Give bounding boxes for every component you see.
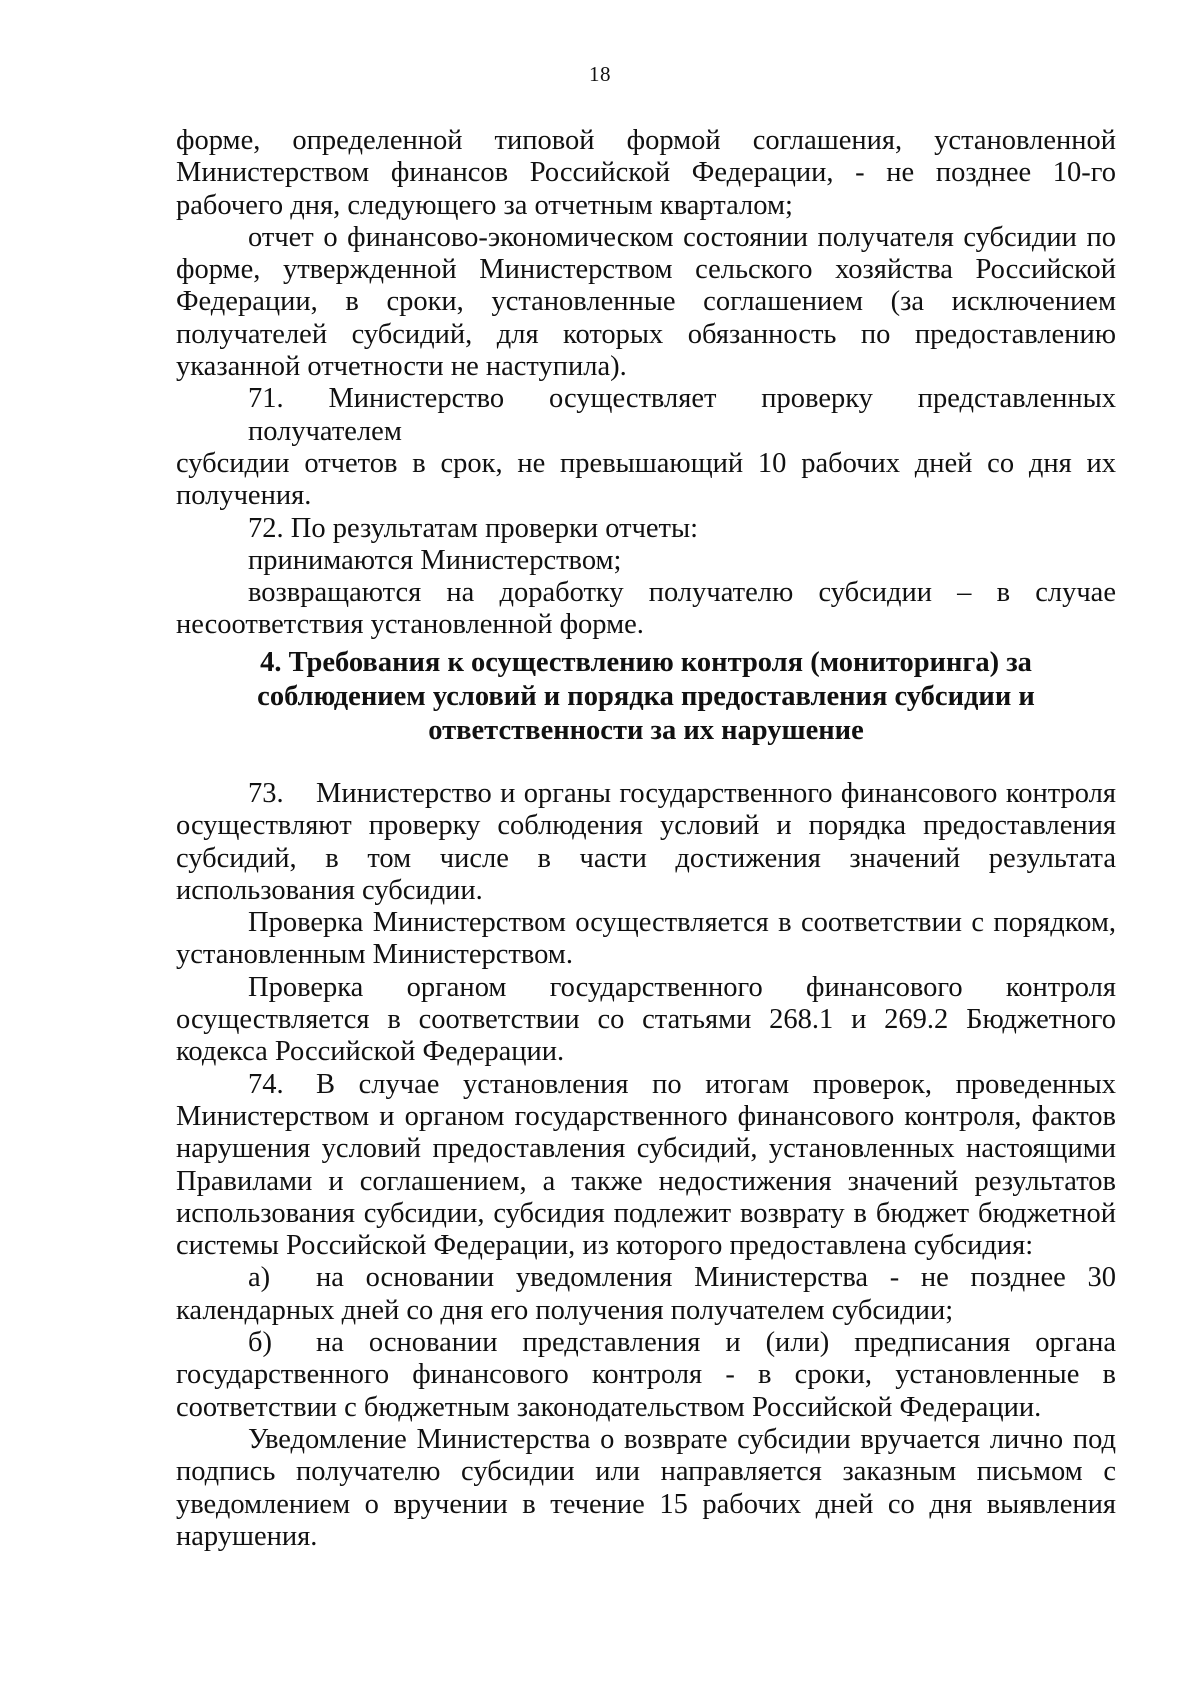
text-line: получения. [176, 480, 312, 512]
heading-line: ответственности за их нарушение [428, 715, 864, 746]
text-line: Уведомление Министерства о возврате субсидии вручается лично под [248, 1423, 1116, 1455]
paragraph-number: 73. [248, 778, 284, 809]
document-body-top [176, 125, 1116, 642]
paragraph-number: 74. [248, 1068, 284, 1100]
text-fragment: на основании уведомления Министерства - не позднее 30 [316, 1262, 1116, 1294]
text-line: календарных дней со дня его получения получателем субсидии; [176, 1294, 954, 1326]
list-marker: б) [248, 1327, 272, 1359]
text-line: отчет о финансово-экономическом состоянии получателя субсидии по [248, 221, 1116, 253]
text-line: осуществляется в соответствии со статьями 268.1 и 269.2 Бюджетного [176, 1004, 1116, 1036]
text-line: осуществляют проверку соблюдения условий и порядка предоставления [176, 810, 1116, 842]
text-fragment: В случае установления по итогам проверок, проведенных [316, 1068, 1116, 1100]
text-line: кодекса Российской Федерации. [176, 1036, 565, 1068]
text-line: принимаются Министерством; [248, 544, 622, 576]
text-line: государственного финансового контроля - в сроки, установленные в [176, 1359, 1116, 1391]
document-body-bottom [176, 778, 1116, 1553]
page-number: 18 [589, 62, 611, 86]
paragraph-73 [176, 778, 1116, 907]
text-line [176, 1327, 1116, 1359]
text-line: указанной отчетности не наступила). [176, 351, 627, 383]
text-line: субсидии отчетов в срок, не превышающий 10 рабочих дней со дня их [176, 447, 1116, 479]
text-line: 72. По результатам проверки отчеты: [248, 512, 699, 544]
text-line: субсидий, в том числе в части достижения значений результата [176, 842, 1116, 874]
text-line: форме, определенной типовой формой соглашения, установленной [176, 125, 1116, 156]
text-line: установленным Министерством. [176, 939, 573, 971]
text-line: Министерством и органом государственного финансового контроля, фактов [176, 1100, 1116, 1132]
text-line: получателей субсидий, для которых обязанность по предоставлению [176, 318, 1116, 350]
text-line: нарушения. [176, 1520, 318, 1552]
paragraph-72-returned [176, 577, 1116, 642]
text-fragment: Министерство и органы государственного финансового контроля [316, 778, 1116, 809]
text-line: возвращаются на доработку получателю субсидии – в случае [248, 577, 1116, 609]
text-line: подпись получателю субсидии или направляется заказным письмом с [176, 1456, 1116, 1488]
list-item-b [176, 1327, 1116, 1424]
text-line: форме, утвержденной Министерством сельского хозяйства Российской [176, 254, 1116, 286]
heading-line: соблюдением условий и порядка предоставления субсидии и [257, 681, 1035, 712]
text-line: Проверка органом государственного финансового контроля [248, 971, 1116, 1003]
text-line [176, 778, 1116, 810]
paragraph-74 [176, 1069, 1116, 1263]
paragraph-report-form [176, 125, 1116, 222]
list-marker: а) [248, 1262, 271, 1294]
text-line: Федерации, в сроки, установленные соглашением (за исключением [176, 286, 1116, 318]
text-line: Министерством финансов Российской Федерации, - не позднее 10-го [176, 157, 1116, 189]
text-line: соответствии с бюджетным законодательством Российской Федерации. [176, 1391, 1042, 1423]
text-line: Проверка Министерством осуществляется в соответствии с порядком, [248, 907, 1116, 939]
text-line [176, 1069, 1116, 1101]
text-line: несоответствия установленной форме. [176, 609, 644, 641]
paragraph-71 [176, 383, 1116, 512]
text-fragment: на основании представления и (или) предписания органа [316, 1327, 1116, 1359]
heading-line: 4. Требования к осуществлению контроля (мониторинга) за [260, 647, 1032, 678]
text-line: Правилами и соглашением, а также недостижения значений результатов [176, 1165, 1116, 1197]
paragraph-notice [176, 1424, 1116, 1553]
paragraph-72 [176, 513, 1116, 545]
list-item-a [176, 1262, 1116, 1327]
text-line: 71. Министерство осуществляет проверку представленных получателем [248, 383, 1116, 447]
paragraph-72-accepted [176, 545, 1116, 577]
text-line: уведомлением о вручении в течение 15 рабочих дней со дня выявления [176, 1488, 1116, 1520]
paragraph-73-ministry-check [176, 907, 1116, 972]
text-line: рабочего дня, следующего за отчетным кварталом; [176, 189, 793, 221]
text-line: использования субсидии, субсидия подлежит возврату в бюджет бюджетной [176, 1197, 1116, 1229]
text-line: системы Российской Федерации, из которого предоставлена субсидия: [176, 1230, 1034, 1262]
paragraph-73-control-check [176, 972, 1116, 1069]
section-heading [176, 646, 1116, 748]
text-line: нарушения условий предоставления субсидий, установленных настоящими [176, 1133, 1116, 1165]
text-line: использования субсидии. [176, 874, 483, 906]
paragraph-financial-report [176, 222, 1116, 383]
text-line [176, 1262, 1116, 1294]
